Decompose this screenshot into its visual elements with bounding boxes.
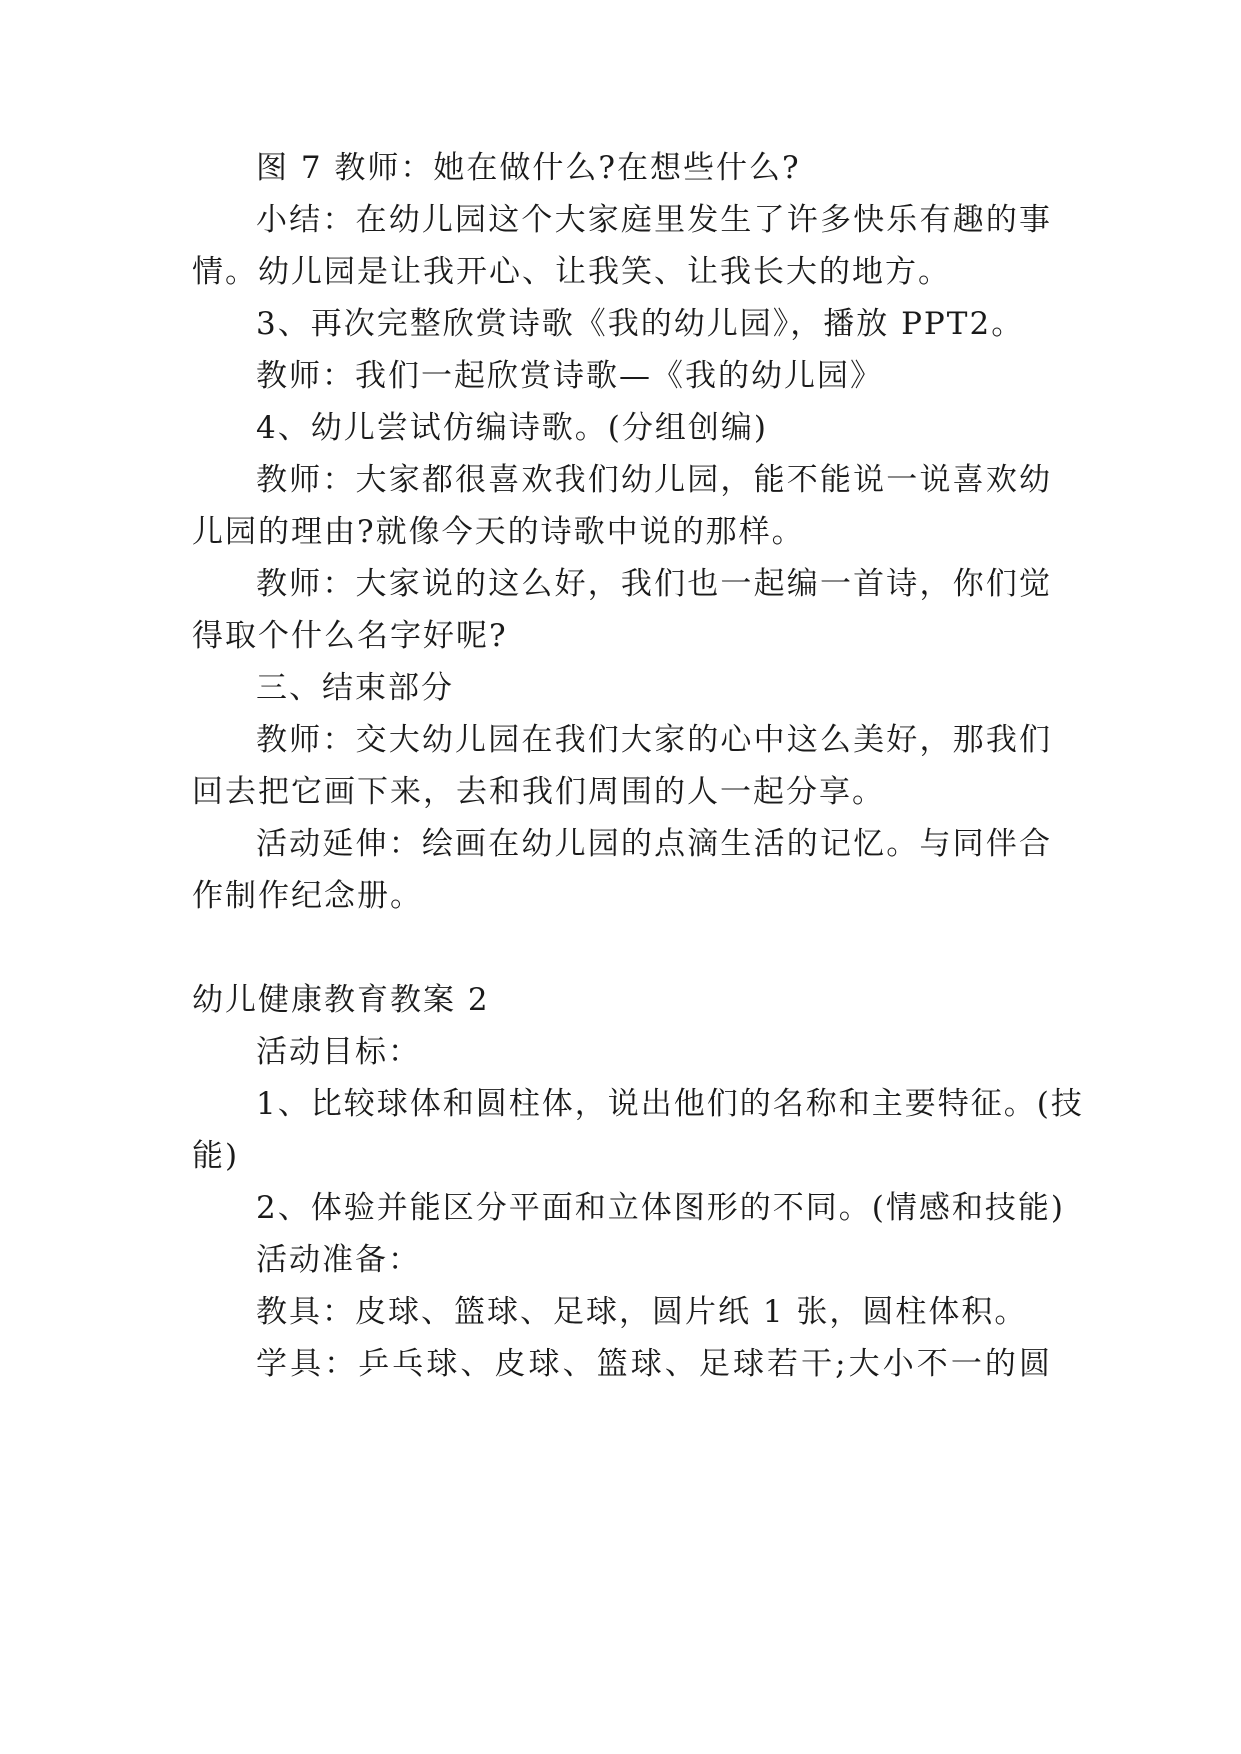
paragraph-line: 教师：我们一起欣赏诗歌—《我的幼儿园》 (256, 358, 883, 394)
paragraph-line: 教师：大家都很喜欢我们幼儿园，能不能说一说喜欢幼 (256, 462, 1052, 498)
paragraph-line: 得取个什么名字好呢? (192, 618, 508, 654)
paragraph-line: 回去把它画下来，去和我们周围的人一起分享。 (192, 774, 885, 810)
section-heading: 活动目标： (256, 1034, 421, 1070)
paragraph-line: 4、幼儿尝试仿编诗歌。(分组创编) (256, 410, 768, 446)
paragraph-line: 1、比较球体和圆柱体，说出他们的名称和主要特征。(技 (256, 1086, 1084, 1122)
document-title: 幼儿健康教育教案 2 (192, 982, 490, 1018)
section-heading: 三、结束部分 (256, 670, 454, 706)
paragraph-line: 图 7 教师：她在做什么?在想些什么? (256, 150, 801, 186)
paragraph-line: 3、再次完整欣赏诗歌《我的幼儿园》，播放 PPT2。 (256, 306, 1025, 342)
paragraph-line: 作制作纪念册。 (192, 878, 423, 914)
paragraph-line: 小结：在幼儿园这个大家庭里发生了许多快乐有趣的事 (256, 202, 1052, 238)
paragraph-line: 教具：皮球、篮球、足球，圆片纸 1 张，圆柱体积。 (256, 1294, 1028, 1330)
paragraph-line: 情。幼儿园是让我开心、让我笑、让我长大的地方。 (192, 254, 951, 290)
paragraph-line: 学具：乒乓球、皮球、篮球、足球若干;大小不一的圆 (256, 1346, 1052, 1382)
section-heading: 活动准备： (256, 1242, 421, 1278)
paragraph-line: 教师：大家说的这么好，我们也一起编一首诗，你们觉 (256, 566, 1052, 602)
paragraph-line: 能) (192, 1138, 240, 1174)
paragraph-line: 2、体验并能区分平面和立体图形的不同。(情感和技能) (256, 1190, 1065, 1226)
paragraph-line: 儿园的理由?就像今天的诗歌中说的那样。 (192, 514, 805, 550)
paragraph-line: 活动延伸：绘画在幼儿园的点滴生活的记忆。与同伴合 (256, 826, 1052, 862)
paragraph-line: 教师：交大幼儿园在我们大家的心中这么美好，那我们 (256, 722, 1052, 758)
